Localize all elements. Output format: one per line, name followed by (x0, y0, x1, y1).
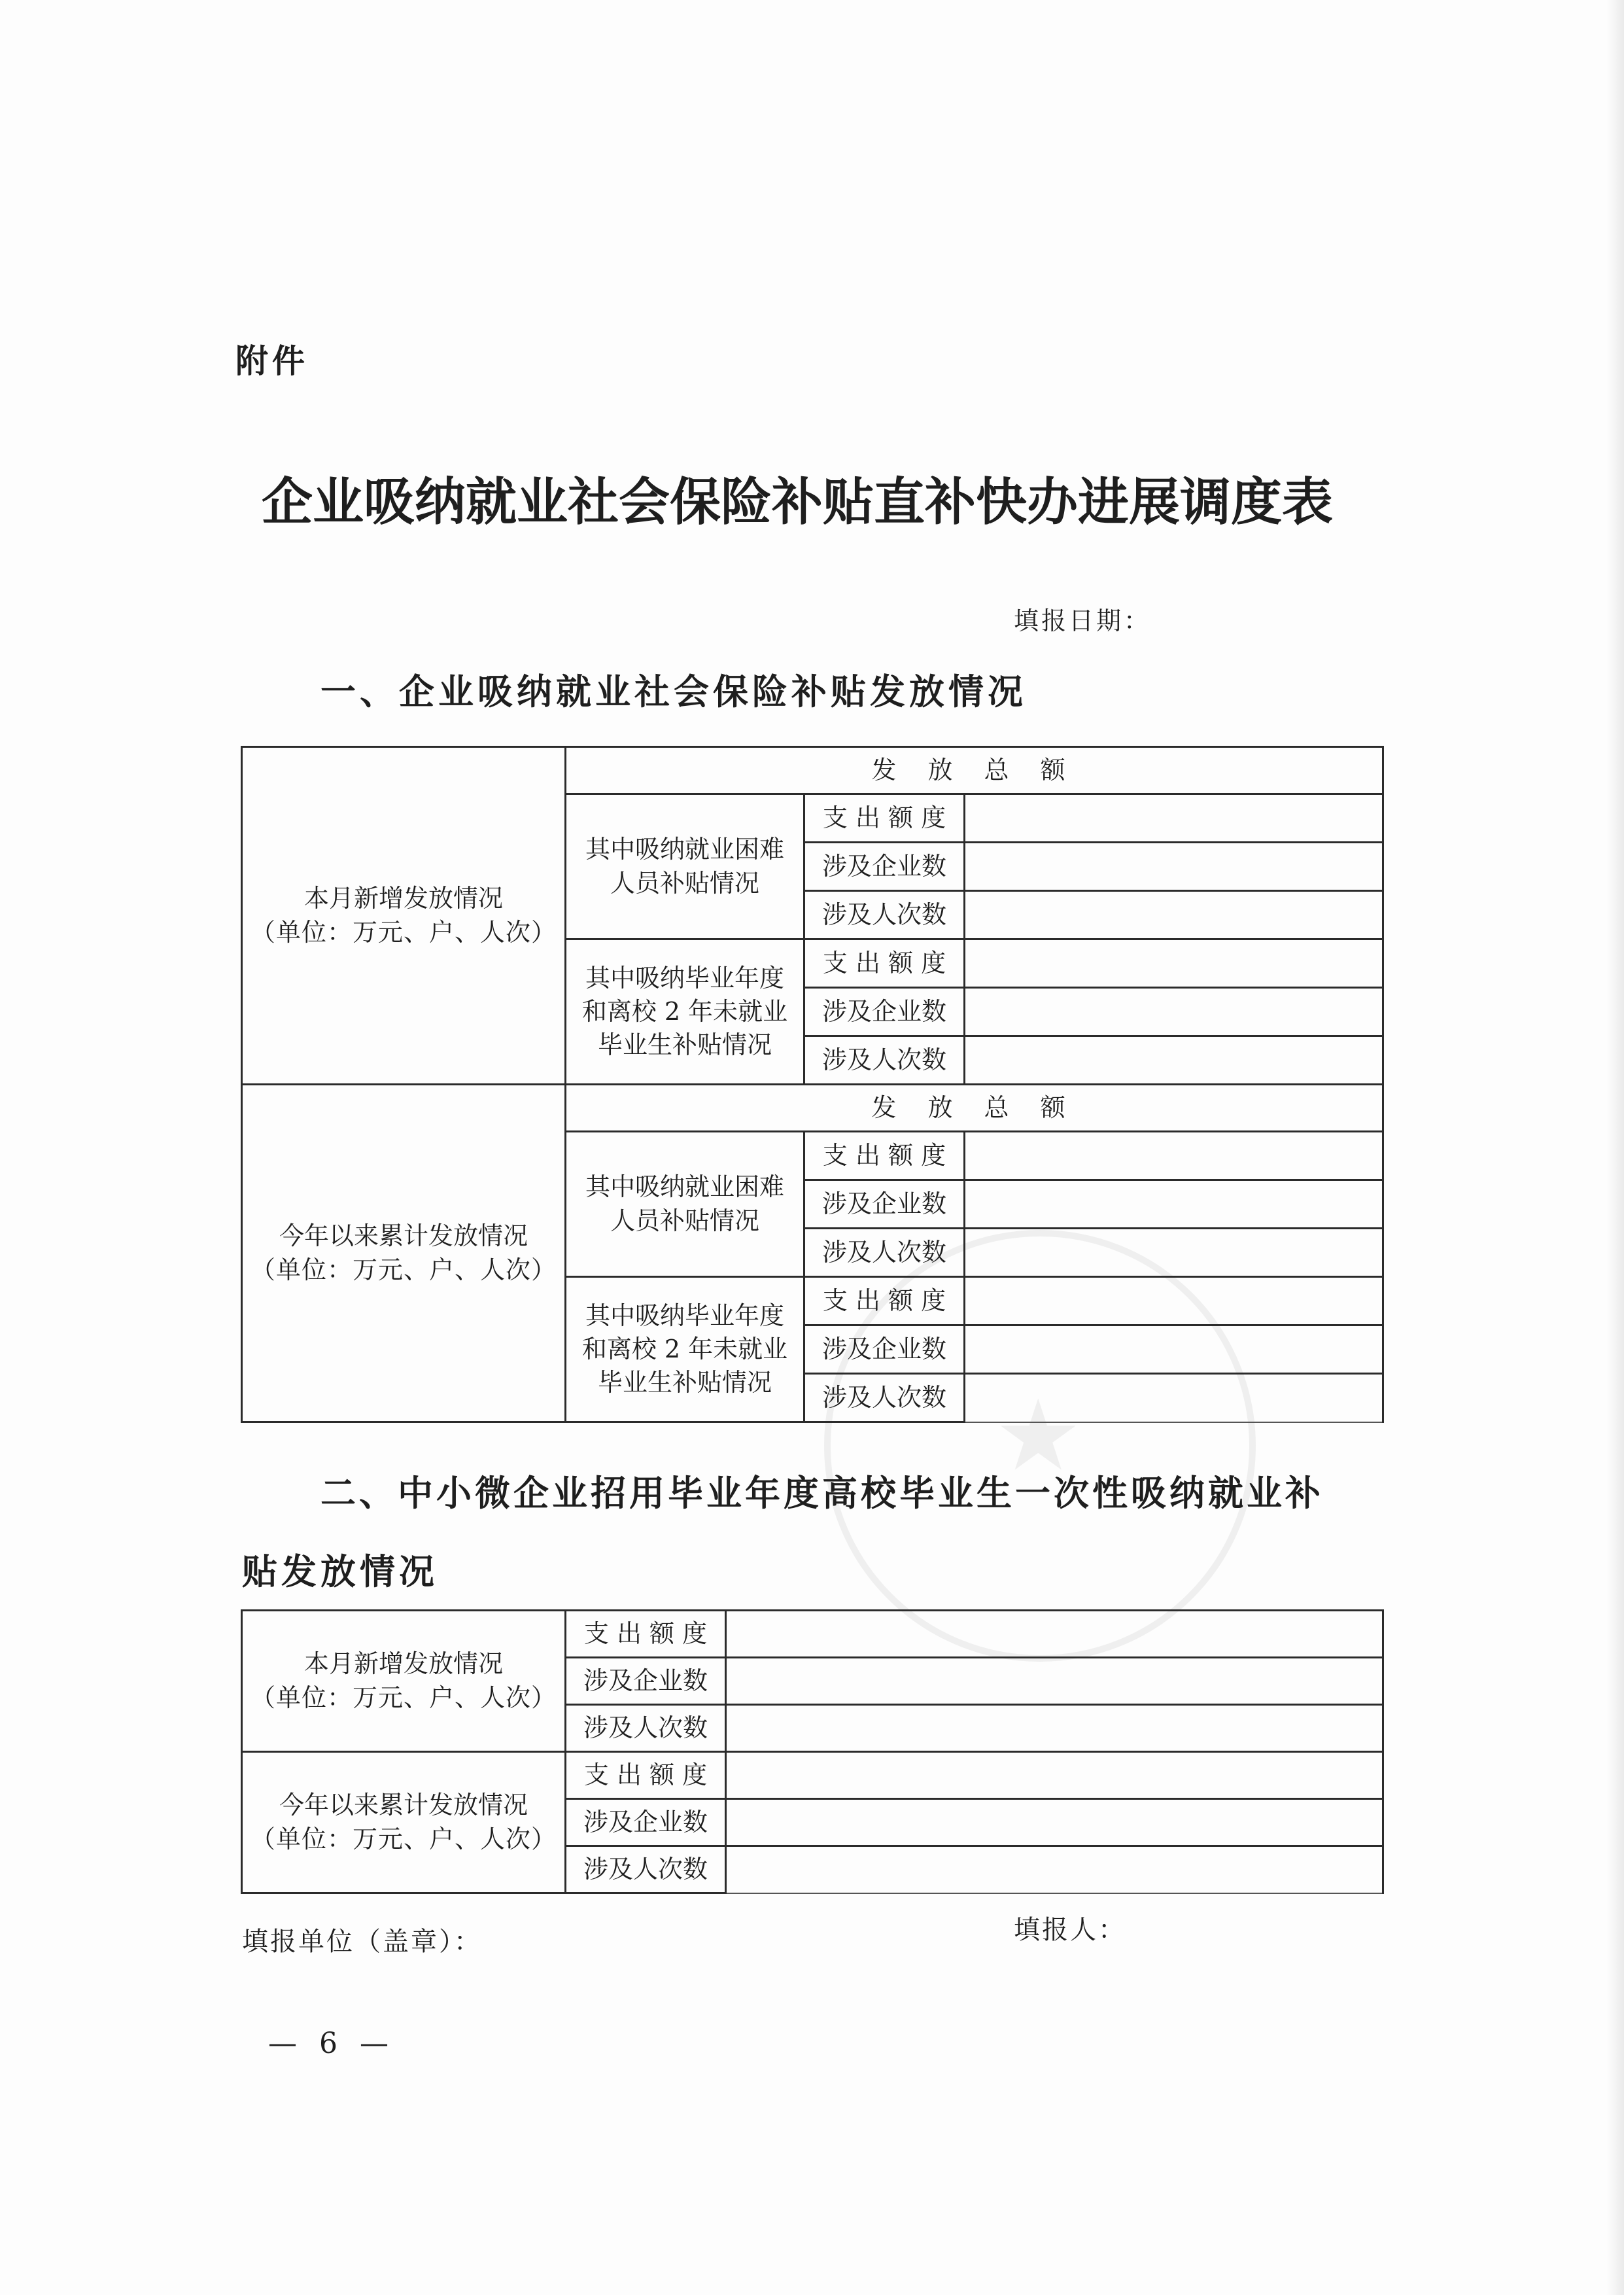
row-label (566, 1658, 726, 1705)
row-label (804, 1325, 965, 1374)
total-amount-header (566, 1085, 1383, 1132)
row-label (566, 1846, 726, 1893)
blank-field[interactable] (965, 992, 1382, 1032)
blank-field[interactable] (965, 847, 1382, 886)
blank-field[interactable] (965, 799, 1382, 838)
row-label-expenditure: 支 出 额 度 (822, 803, 946, 832)
row-label-expenditure: 支 出 额 度 (822, 1140, 946, 1170)
group-label-line2: 人员补贴情况 (610, 1206, 759, 1235)
period-label-line1: 今年以来累计发放情况 (279, 1791, 528, 1820)
value-input-cell[interactable] (965, 1036, 1383, 1085)
row-label (804, 1036, 965, 1085)
group-label-difficult (566, 1132, 804, 1277)
value-input-cell[interactable] (965, 1132, 1383, 1180)
reporter-label: 填报人： (1014, 1915, 1126, 1945)
row-label-enterprises: 涉及企业数 (821, 996, 946, 1026)
row-label-enterprises: 涉及企业数 (583, 1666, 708, 1695)
reporting-unit-label: 填报单位（盖章）： (242, 1927, 482, 1957)
blank-field[interactable] (727, 1662, 1382, 1701)
row-label-enterprises: 涉及企业数 (821, 1334, 946, 1363)
seal-star-icon: ★ (994, 1379, 1082, 1493)
value-input-cell[interactable] (965, 794, 1383, 843)
row-label-expenditure: 支 出 额 度 (822, 1286, 946, 1315)
value-input-cell[interactable] (965, 988, 1383, 1036)
blank-field[interactable] (965, 1185, 1382, 1224)
period-label-line2: （单位：万元、户、人次） (250, 917, 557, 947)
row-label-persons: 涉及人次数 (821, 900, 946, 929)
row-label-enterprises: 涉及企业数 (583, 1807, 708, 1836)
row-label (804, 988, 965, 1036)
group-label-graduates (566, 939, 804, 1085)
blank-field[interactable] (727, 1756, 1382, 1795)
row-label (804, 794, 965, 843)
group-label-line3: 毕业生补贴情况 (597, 1368, 772, 1397)
period-label-line2: （单位：万元、户、人次） (250, 1824, 557, 1853)
value-input-cell[interactable] (965, 1180, 1383, 1229)
blank-field[interactable] (965, 944, 1382, 983)
group-label-line2: 和离校 2 年未就业 (581, 1334, 788, 1363)
row-label (566, 1799, 726, 1846)
value-input-cell[interactable] (965, 843, 1383, 891)
group-label-line2: 和离校 2 年未就业 (581, 996, 788, 1026)
row-label (804, 1374, 965, 1422)
blank-field[interactable] (965, 1136, 1382, 1176)
total-amount-label: 发 放 总 额 (871, 755, 1077, 784)
blank-field[interactable] (965, 896, 1382, 935)
blank-field[interactable] (965, 1041, 1382, 1080)
period-label-line1: 本月新增发放情况 (303, 884, 503, 913)
section1-table (241, 746, 1384, 1423)
value-input-cell[interactable] (726, 1611, 1383, 1658)
row-label-expenditure: 支 出 额 度 (583, 1619, 708, 1648)
period-label-cumulative (242, 1752, 566, 1893)
row-label-enterprises: 涉及企业数 (821, 851, 946, 881)
row-label-expenditure: 支 出 额 度 (583, 1760, 708, 1789)
table-row (242, 747, 1383, 794)
row-label-persons: 涉及人次数 (583, 1713, 708, 1742)
period-label-line2: （单位：万元、户、人次） (250, 1255, 557, 1284)
group-label-line1: 其中吸纳就业困难 (585, 835, 784, 864)
value-input-cell[interactable] (726, 1846, 1383, 1893)
table-row (242, 1611, 1383, 1658)
blank-field[interactable] (965, 1378, 1382, 1418)
total-amount-label: 发 放 总 额 (871, 1093, 1077, 1122)
row-label (804, 1277, 965, 1325)
blank-field[interactable] (727, 1615, 1382, 1654)
group-label-difficult (566, 794, 804, 939)
period-label-cumulative (242, 1085, 566, 1422)
blank-field[interactable] (965, 1233, 1382, 1272)
table-row (242, 1085, 1383, 1132)
blank-field[interactable] (727, 1850, 1382, 1889)
row-label (804, 1180, 965, 1229)
row-label (566, 1752, 726, 1799)
period-label-line2: （单位：万元、户、人次） (250, 1683, 557, 1712)
section2-heading-line1: 二、中小微企业招用毕业年度高校毕业生一次性吸纳就业补 (320, 1473, 1324, 1514)
row-label-persons: 涉及人次数 (583, 1854, 708, 1883)
row-label-enterprises: 涉及企业数 (821, 1189, 946, 1218)
section2-heading-line2: 贴发放情况 (242, 1551, 438, 1592)
row-label-persons: 涉及人次数 (821, 1237, 946, 1267)
value-input-cell[interactable] (726, 1658, 1383, 1705)
row-label (804, 891, 965, 939)
blank-field[interactable] (965, 1282, 1382, 1321)
row-label (566, 1705, 726, 1752)
value-input-cell[interactable] (965, 1277, 1383, 1325)
blank-field[interactable] (727, 1803, 1382, 1842)
blank-field[interactable] (727, 1709, 1382, 1748)
section2-table (241, 1609, 1384, 1894)
row-label (804, 843, 965, 891)
table-row (242, 1752, 1383, 1799)
value-input-cell[interactable] (726, 1752, 1383, 1799)
fill-date-label: 填报日期： (1014, 606, 1152, 635)
group-label-line1: 其中吸纳就业困难 (585, 1172, 784, 1202)
value-input-cell[interactable] (965, 1374, 1383, 1422)
group-label-graduates (566, 1277, 804, 1422)
page-number: — 6 — (268, 2027, 395, 2060)
group-label-line3: 毕业生补贴情况 (597, 1030, 772, 1060)
row-label-expenditure: 支 出 额 度 (822, 948, 946, 977)
value-input-cell[interactable] (965, 939, 1383, 988)
period-label-monthly (242, 747, 566, 1085)
group-label-line1: 其中吸纳毕业年度 (585, 963, 784, 992)
row-label (804, 1229, 965, 1277)
row-label (804, 1132, 965, 1180)
value-input-cell[interactable] (965, 1325, 1383, 1374)
period-label-monthly (242, 1611, 566, 1752)
value-input-cell[interactable] (726, 1799, 1383, 1846)
document-title: 企业吸纳就业社会保险补贴直补快办进展调度表 (262, 473, 1334, 532)
row-label-persons: 涉及人次数 (821, 1382, 946, 1412)
period-label-line1: 今年以来累计发放情况 (279, 1221, 528, 1251)
group-label-line2: 人员补贴情况 (610, 868, 759, 898)
row-label (566, 1611, 726, 1658)
total-amount-header (566, 747, 1383, 794)
row-label-persons: 涉及人次数 (821, 1045, 946, 1074)
section1-heading: 一、企业吸纳就业社会保险补贴发放情况 (320, 671, 1027, 712)
period-label-line1: 本月新增发放情况 (303, 1649, 503, 1679)
row-label (804, 939, 965, 988)
blank-field[interactable] (965, 1330, 1382, 1369)
group-label-line1: 其中吸纳毕业年度 (585, 1301, 784, 1330)
scan-edge-shadow (1607, 0, 1624, 2295)
value-input-cell[interactable] (726, 1705, 1383, 1752)
attachment-label: 附件 (235, 342, 309, 380)
value-input-cell[interactable] (965, 1229, 1383, 1277)
value-input-cell[interactable] (965, 891, 1383, 939)
